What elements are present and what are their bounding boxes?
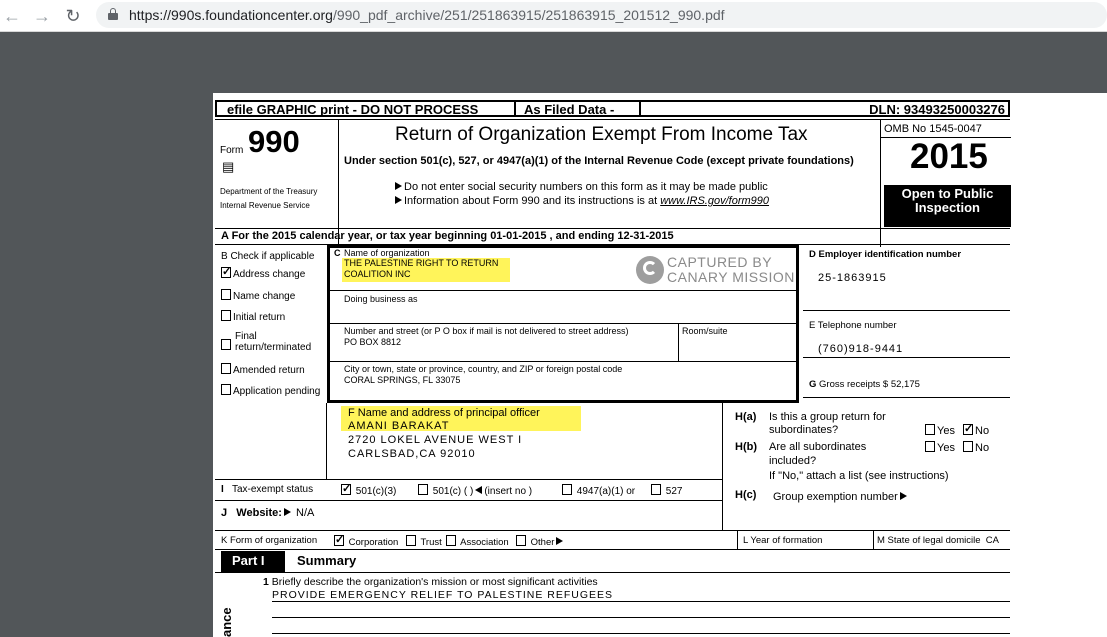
c-letter: C bbox=[334, 248, 341, 258]
watermark-line1: CAPTURED BY bbox=[667, 254, 773, 270]
bullet-arrow-icon bbox=[395, 182, 402, 190]
eagle-icon: ▤ bbox=[222, 159, 235, 174]
officer-address-1: 2720 LOKEL AVENUE WEST I bbox=[348, 434, 523, 446]
line-i: I Tax-exempt status bbox=[221, 484, 314, 495]
rule bbox=[215, 549, 1010, 550]
browser-toolbar bbox=[0, 0, 1107, 32]
pdf-viewer[interactable] bbox=[0, 33, 1107, 637]
phone-label: E Telephone number bbox=[809, 320, 897, 331]
rule bbox=[330, 290, 796, 291]
checkbox[interactable] bbox=[963, 424, 973, 435]
form-title: Return of Organization Exempt From Income Tax bbox=[395, 124, 808, 145]
form-label: Form bbox=[220, 145, 244, 156]
hc-code: H(c) bbox=[735, 489, 757, 501]
org-name-label: Name of organization bbox=[344, 248, 430, 258]
rule bbox=[215, 228, 1010, 229]
officer-label: F Name and address of principal officer bbox=[348, 407, 540, 419]
checkbox[interactable] bbox=[221, 267, 231, 278]
irs-label: Internal Revenue Service bbox=[220, 201, 310, 210]
lock-icon bbox=[108, 8, 118, 20]
back-arrow-icon[interactable]: ← bbox=[3, 6, 21, 26]
checkbox-initial-return[interactable]: Initial return bbox=[221, 310, 285, 323]
line-j: J Website: N/A bbox=[221, 507, 315, 519]
rule bbox=[803, 310, 1010, 311]
rule bbox=[215, 530, 1010, 531]
k-label: K Form of organization bbox=[221, 535, 318, 546]
section-b-heading: B Check if applicable bbox=[221, 251, 315, 262]
checkbox[interactable] bbox=[963, 441, 973, 452]
part1-tag: Part I bbox=[221, 551, 285, 572]
dln-box bbox=[641, 100, 1010, 117]
irs-link[interactable]: www.IRS.gov/form990 bbox=[660, 195, 770, 207]
k-association[interactable]: Association bbox=[446, 535, 509, 548]
form-number: 990 bbox=[248, 124, 300, 159]
checkbox[interactable] bbox=[516, 535, 526, 546]
open-public-badge: Open to Public Inspection bbox=[884, 185, 1011, 227]
efile-box bbox=[215, 100, 516, 117]
part1-title: Summary bbox=[297, 553, 357, 568]
ha-code: H(a) bbox=[735, 411, 757, 423]
bullet-arrow-icon bbox=[395, 196, 402, 204]
status-527[interactable]: 527 bbox=[651, 484, 682, 497]
section-c-box bbox=[327, 245, 799, 403]
dept-treasury: Department of the Treasury bbox=[220, 187, 318, 196]
status-501c[interactable]: 501(c) ( ) (insert no ) bbox=[418, 484, 532, 497]
rule bbox=[215, 479, 722, 480]
checkbox[interactable] bbox=[221, 384, 231, 395]
efile-label: efile GRAPHIC print - DO NOT PROCESS bbox=[227, 102, 479, 117]
hb-note: If "No," attach a list (see instructions) bbox=[769, 470, 949, 482]
arrow-icon bbox=[900, 492, 907, 500]
checkbox[interactable] bbox=[406, 535, 416, 546]
checkbox-address-change[interactable]: ✓Address change bbox=[221, 267, 305, 280]
city-value: CORAL SPRINGS, FL 33075 bbox=[344, 375, 461, 385]
k-trust[interactable]: Trust bbox=[406, 535, 442, 548]
rule bbox=[330, 323, 796, 324]
rule bbox=[873, 531, 874, 549]
checkbox[interactable] bbox=[334, 535, 344, 546]
street-value: PO BOX 8812 bbox=[344, 337, 402, 347]
checkbox-amended-return[interactable]: Amended return bbox=[221, 363, 305, 376]
rule bbox=[215, 572, 1010, 573]
m-label: M State of legal domicile CA bbox=[877, 535, 999, 546]
checkbox[interactable] bbox=[651, 484, 661, 495]
info-note: Information about Form 990 and its instructions is at www.IRS.gov/form990 bbox=[393, 195, 769, 207]
hb-yes[interactable]: Yes bbox=[925, 441, 955, 454]
room-label: Room/suite bbox=[682, 326, 728, 336]
hb-text-2: included? bbox=[769, 455, 817, 467]
ha-text-1: Is this a group return for bbox=[769, 411, 886, 423]
url-text[interactable]: https://990s.foundationcenter.org/990_pdf_archive/251/251863915/251863915_201512_990.pdf bbox=[129, 7, 725, 23]
officer-name: AMANI BARAKAT bbox=[348, 420, 450, 432]
rule bbox=[272, 633, 1010, 634]
hc-text: Group exemption number bbox=[773, 491, 909, 503]
tax-year: 2015 bbox=[910, 137, 988, 176]
rule bbox=[722, 403, 723, 530]
ssn-note: Do not enter social security numbers on this form as it may be made public bbox=[393, 181, 768, 193]
status-501c3[interactable]: ✓ 501(c)(3) bbox=[341, 484, 396, 497]
checkbox[interactable] bbox=[446, 535, 456, 546]
as-filed-box bbox=[516, 100, 641, 117]
checkbox[interactable] bbox=[341, 484, 351, 495]
ha-no[interactable]: ✓ No bbox=[963, 424, 989, 437]
canary-mission-logo-icon bbox=[636, 256, 664, 284]
mission-text: PROVIDE EMERGENCY RELIEF TO PALESTINE REFUGEES bbox=[272, 589, 614, 601]
hb-no[interactable]: No bbox=[963, 441, 989, 454]
k-other[interactable]: Other bbox=[516, 535, 565, 548]
gross-receipts: G Gross receipts $ 52,175 bbox=[809, 379, 920, 390]
rule bbox=[215, 500, 722, 501]
checkbox-name-change[interactable]: Name change bbox=[221, 289, 295, 302]
form-subtitle: Under section 501(c), 527, or 4947(a)(1) of the Internal Revenue Code (except private foundations) bbox=[344, 155, 854, 167]
omb-number: OMB No 1545-0047 bbox=[884, 123, 982, 135]
hb-text-1: Are all subordinates bbox=[769, 441, 867, 453]
officer-address-2: CARLSBAD,CA 92010 bbox=[348, 448, 476, 460]
ein-value: 25-1863915 bbox=[818, 272, 887, 284]
checkbox[interactable] bbox=[925, 441, 935, 452]
arrow-icon bbox=[475, 486, 482, 494]
hb-code: H(b) bbox=[735, 441, 757, 453]
checkbox[interactable] bbox=[562, 484, 572, 495]
rule bbox=[678, 323, 679, 361]
k-corporation[interactable]: ✓ Corporation bbox=[334, 535, 398, 548]
checkbox[interactable] bbox=[221, 363, 231, 374]
checkbox-application-pending[interactable]: Application pending bbox=[221, 384, 320, 397]
street-label: Number and street (or P O box if mail is not delivered to street address) bbox=[344, 326, 629, 336]
pdf-page: efile GRAPHIC print - DO NOT PROCESS As Filed Data - DLN: 93493250003276 Form 990 ▤ Department of the Treasury Internal Revenue Service Return of Organization Exempt From Income Tax Under section 501(c), 527, or 4947(a)(1) of the Internal Revenue Code (except private foundations) Do not enter social security numbers on this form as it may be made public Information about Form 990 and its instructions is at www.IRS.gov/form990 OMB No 1545-0047 2015 Open to Public Inspection A For the 2015 calendar year, or tax year beginning 01-01-2015 , and ending 12-31-2015 B Check if applicable ✓Address change Name change Initial return Final return/terminated Amended return Application pending C Name of organization THE PALESTINE RIGHT TO RETURN COALITION INC CAPTURED BY CANARY MISSION Doing business as Number and street (or P O box if mail is not delivered to street address) PO BOX 8812 Room/suite City or town, state or province, country, and ZIP or foreign postal code CORAL SPRINGS, FL 33075 D Employer identification number 25-1863915 E Telephone number (760)918-9441 G Gross receipts $ 52,175 F Name and address of principal officer AMANI BARAKAT 2720 LOKEL AVENUE WEST I CARLSBAD,CA 92010 H(a) Is this a group return for subordinates? Yes ✓ No H(b) Are all subordinates included? Yes No If "No," attach a list (see instructions) H(c) Group exemption number I Tax-exempt status ✓ 501(c)(3) 501(c) ( ) (insert no ) 4947(a)(1) or 527 J Website: N/A K Form of organization ✓ Corporation Trust Association Other L Year of formation M State of legal domicile CA Part I Summary 1 Briefly describe the organization's mission or most significant activities PROVIDE EMERGENCY RELIEF TO PALESTINE REFUGEES ance bbox=[213, 93, 1107, 637]
reload-icon[interactable]: ↻ bbox=[65, 6, 81, 26]
org-name: THE PALESTINE RIGHT TO RETURN COALITION INC bbox=[342, 258, 510, 282]
line-a: A For the 2015 calendar year, or tax year beginning 01-01-2015 , and ending 12-31-2015 bbox=[221, 230, 674, 242]
ha-text-2: subordinates? bbox=[769, 424, 839, 436]
rule bbox=[737, 531, 738, 549]
dba-label: Doing business as bbox=[344, 294, 418, 304]
ein-label: D Employer identification number bbox=[809, 249, 962, 260]
checkbox[interactable] bbox=[221, 289, 231, 300]
checkbox[interactable] bbox=[418, 484, 428, 495]
arrow-icon bbox=[284, 508, 291, 516]
city-label: City or town, state or province, country, and ZIP or foreign postal code bbox=[344, 364, 623, 374]
checkbox[interactable] bbox=[221, 339, 231, 350]
phone-value: (760)918-9441 bbox=[818, 343, 904, 355]
rule bbox=[215, 119, 1010, 120]
rule bbox=[803, 357, 1010, 358]
arrow-icon bbox=[556, 537, 563, 545]
l-label: L Year of formation bbox=[743, 535, 823, 546]
rule bbox=[326, 403, 327, 479]
rule bbox=[330, 361, 796, 362]
forward-arrow-icon[interactable]: → bbox=[33, 6, 51, 26]
ha-yes[interactable]: Yes bbox=[925, 424, 955, 437]
rule bbox=[803, 397, 1010, 398]
dln-label: DLN: 93493250003276 bbox=[869, 102, 1005, 117]
line1-text: 1 Briefly describe the organization's mission or most significant activities bbox=[263, 576, 598, 588]
address-bar[interactable] bbox=[96, 2, 1107, 28]
checkbox[interactable] bbox=[221, 310, 231, 321]
as-filed-label: As Filed Data - bbox=[524, 102, 615, 117]
watermark-line2: CANARY MISSION bbox=[667, 269, 795, 285]
checkbox-final-return[interactable]: Final return/terminated bbox=[221, 331, 326, 353]
rule bbox=[272, 601, 1010, 602]
checkbox[interactable] bbox=[925, 424, 935, 435]
rule bbox=[272, 617, 1010, 618]
status-4947[interactable]: 4947(a)(1) or bbox=[562, 484, 635, 497]
